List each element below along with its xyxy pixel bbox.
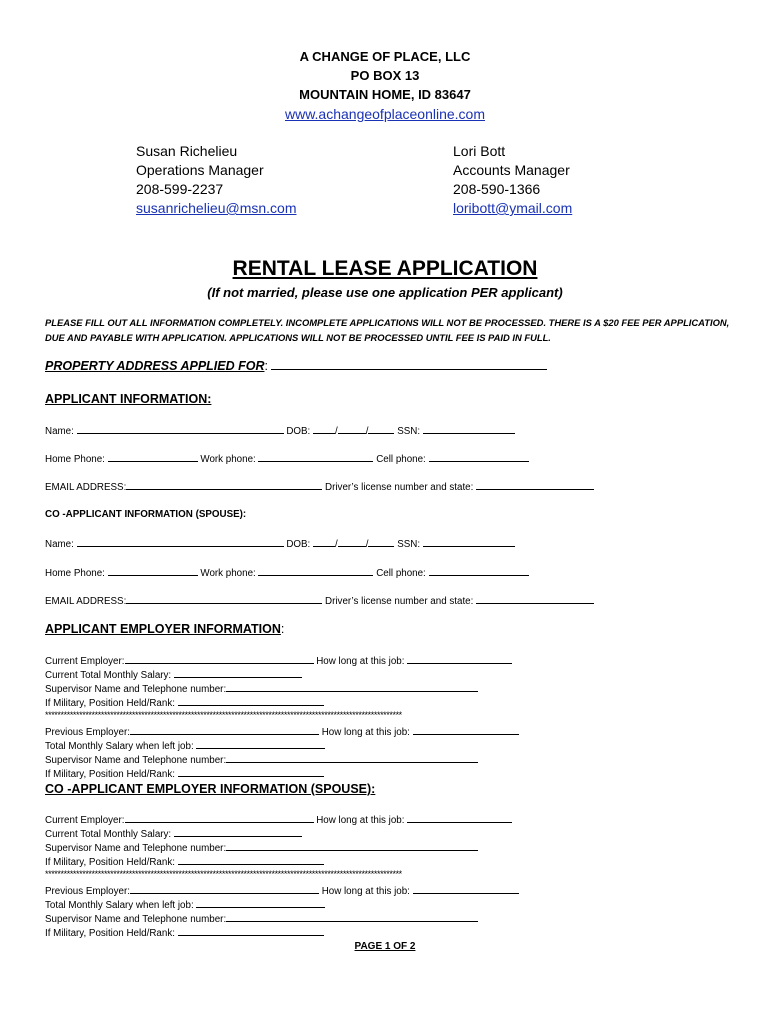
contact-title: Accounts Manager xyxy=(453,162,570,178)
contact-title: Operations Manager xyxy=(136,162,264,178)
previous-job-duration-field[interactable] xyxy=(413,725,519,735)
co-previous-employer-field[interactable] xyxy=(130,884,319,894)
co-applicant-drivers-license-field[interactable] xyxy=(476,594,594,604)
current-employer-field[interactable] xyxy=(125,654,314,664)
property-address-row: PROPERTY ADDRESS APPLIED FOR: xyxy=(45,359,547,373)
company-website-link[interactable]: www.achangeofplaceonline.com xyxy=(284,106,485,122)
applicant-email-row: EMAIL ADDRESS: Driver’s license number and state: xyxy=(45,480,594,493)
previous-employer-field[interactable] xyxy=(130,725,319,735)
contact-email-link[interactable]: loribott@ymail.com xyxy=(453,200,573,216)
applicant-email-field[interactable] xyxy=(126,480,322,490)
contact-phone: 208-599-2237 xyxy=(136,181,224,197)
co-previous-salary-field[interactable] xyxy=(196,898,325,908)
separator-line: ******************************************************************************************************************* xyxy=(45,869,402,879)
property-address-field[interactable] xyxy=(271,360,547,370)
contact-card-operations xyxy=(136,142,297,218)
previous-military-row: If Military, Position Held/Rank: xyxy=(45,767,324,780)
applicant-ssn-field[interactable] xyxy=(423,424,515,434)
current-salary-row: Current Total Monthly Salary: xyxy=(45,668,302,681)
contact-name: Susan Richelieu xyxy=(136,143,238,159)
co-applicant-work-phone-field[interactable] xyxy=(258,566,373,576)
applicant-home-phone-field[interactable] xyxy=(108,452,198,462)
co-applicant-dob-day-field[interactable] xyxy=(338,537,366,547)
co-current-salary-row: Current Total Monthly Salary: xyxy=(45,827,302,840)
applicant-info-heading: APPLICANT INFORMATION: xyxy=(45,392,212,406)
contact-phone: 208-590-1366 xyxy=(453,181,541,197)
supervisor-row: Supervisor Name and Telephone number: xyxy=(45,682,478,695)
page-title: RENTAL LEASE APPLICATION xyxy=(232,257,538,280)
instructions-notice xyxy=(45,316,735,345)
co-previous-employer-row: Previous Employer: How long at this job: xyxy=(45,884,519,897)
current-military-field[interactable] xyxy=(178,696,324,706)
notice-line: PLEASE FILL OUT ALL INFORMATION COMPLETELY. INCOMPLETE APPLICATIONS WILL NOT BE PROCESSED. THERE IS A $20 FEE PER APPLICATION, xyxy=(45,317,730,328)
contact-card-accounts xyxy=(453,142,572,218)
co-previous-salary-row: Total Monthly Salary when left job: xyxy=(45,898,325,911)
co-military-row: If Military, Position Held/Rank: xyxy=(45,855,324,868)
previous-supervisor-field[interactable] xyxy=(226,753,478,763)
contact-name: Lori Bott xyxy=(453,143,506,159)
co-applicant-home-phone-field[interactable] xyxy=(108,566,198,576)
co-supervisor-row: Supervisor Name and Telephone number: xyxy=(45,841,478,854)
applicant-phone-row: Home Phone: Work phone: Cell phone: xyxy=(45,452,529,465)
co-current-employer-row: Current Employer: How long at this job: xyxy=(45,813,512,826)
applicant-drivers-license-field[interactable] xyxy=(476,480,594,490)
co-current-salary-field[interactable] xyxy=(174,827,302,837)
employer-info-heading: APPLICANT EMPLOYER INFORMATION: xyxy=(45,622,285,636)
co-current-job-duration-field[interactable] xyxy=(407,813,512,823)
co-applicant-cell-phone-field[interactable] xyxy=(429,566,529,576)
current-supervisor-field[interactable] xyxy=(226,682,478,692)
co-applicant-phone-row: Home Phone: Work phone: Cell phone: xyxy=(45,566,529,579)
notice-line: DUE AND PAYABLE WITH APPLICATION. APPLICATIONS WILL NOT BE PROCESSED UNTIL FEE IS PAID IN FULL. xyxy=(45,331,551,343)
co-applicant-name-row: Name: DOB: / / SSN: xyxy=(45,537,515,550)
contact-email-link[interactable]: susanrichelieu@msn.com xyxy=(136,200,297,216)
applicant-work-phone-field[interactable] xyxy=(258,452,373,462)
co-applicant-dob-month-field[interactable] xyxy=(313,537,335,547)
co-applicant-dob-year-field[interactable] xyxy=(368,537,394,547)
property-address-label: PROPERTY ADDRESS APPLIED FOR xyxy=(45,359,265,373)
co-current-supervisor-field[interactable] xyxy=(226,841,478,851)
co-applicant-employer-heading: CO -APPLICANT EMPLOYER INFORMATION (SPOUSE): xyxy=(45,782,376,796)
applicant-name-field[interactable] xyxy=(77,424,284,434)
co-applicant-email-row: EMAIL ADDRESS: Driver’s license number and state: xyxy=(45,594,594,607)
current-job-duration-field[interactable] xyxy=(407,654,512,664)
company-name: A CHANGE OF PLACE, LLC xyxy=(299,49,471,64)
previous-supervisor-row: Supervisor Name and Telephone number: xyxy=(45,753,478,766)
company-city: MOUNTAIN HOME, ID 83647 xyxy=(299,87,471,102)
current-employer-row: Current Employer: How long at this job: xyxy=(45,654,512,667)
co-previous-supervisor-row: Supervisor Name and Telephone number: xyxy=(45,912,478,925)
applicant-dob-year-field[interactable] xyxy=(368,424,394,434)
co-current-military-field[interactable] xyxy=(178,855,324,865)
co-previous-military-row: If Military, Position Held/Rank: xyxy=(45,926,324,939)
co-previous-supervisor-field[interactable] xyxy=(226,912,478,922)
applicant-dob-day-field[interactable] xyxy=(338,424,366,434)
co-previous-job-duration-field[interactable] xyxy=(413,884,519,894)
page-subtitle: (If not married, please use one application PER applicant) xyxy=(207,285,563,300)
co-applicant-ssn-field[interactable] xyxy=(423,537,515,547)
military-row: If Military, Position Held/Rank: xyxy=(45,696,324,709)
previous-salary-row: Total Monthly Salary when left job: xyxy=(45,739,325,752)
page-number: PAGE 1 OF 2 xyxy=(354,941,416,952)
previous-military-field[interactable] xyxy=(178,767,324,777)
co-previous-military-field[interactable] xyxy=(178,926,324,936)
co-current-employer-field[interactable] xyxy=(125,813,314,823)
current-salary-field[interactable] xyxy=(174,668,302,678)
previous-employer-row: Previous Employer: How long at this job: xyxy=(45,725,519,738)
company-po-box: PO BOX 13 xyxy=(350,68,420,83)
applicant-dob-month-field[interactable] xyxy=(313,424,335,434)
co-applicant-name-field[interactable] xyxy=(77,537,284,547)
co-applicant-info-heading: CO -APPLICANT INFORMATION (SPOUSE): xyxy=(45,509,247,520)
previous-salary-field[interactable] xyxy=(196,739,325,749)
applicant-name-row: Name: DOB: / / SSN: xyxy=(45,424,515,437)
separator-line: ******************************************************************************************************************* xyxy=(45,710,402,720)
co-applicant-email-field[interactable] xyxy=(126,594,322,604)
applicant-cell-phone-field[interactable] xyxy=(429,452,529,462)
